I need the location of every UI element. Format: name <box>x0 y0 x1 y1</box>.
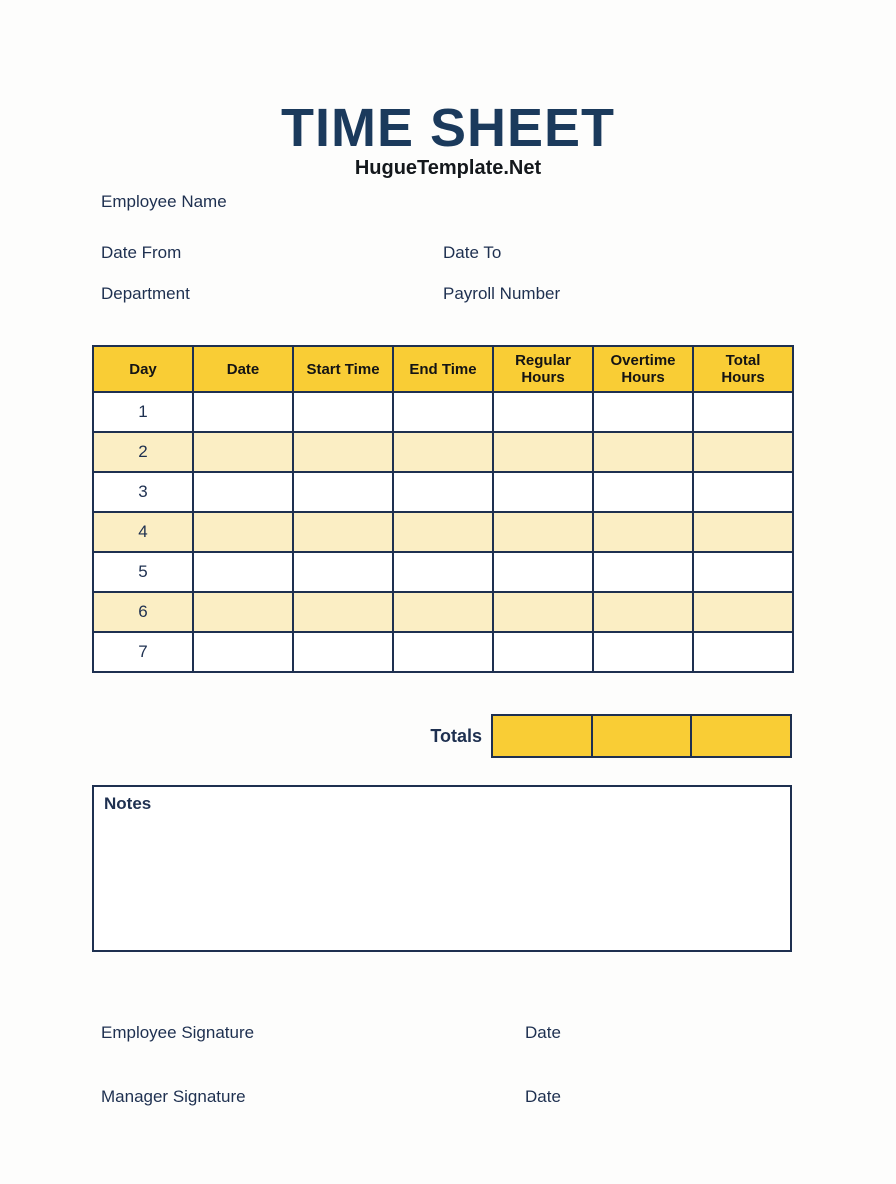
cell-start-time[interactable] <box>293 432 393 472</box>
date-from-label: Date From <box>101 243 182 262</box>
totals-overtime-hours[interactable] <box>591 714 693 758</box>
cell-start-time[interactable] <box>293 592 393 632</box>
cell-start-time[interactable] <box>293 632 393 672</box>
overtime-hours-line-2: Hours <box>621 369 665 386</box>
regular-hours-line-1: Regular <box>515 352 571 369</box>
cell-regular-hours[interactable] <box>493 592 593 632</box>
cell-date[interactable] <box>193 552 293 592</box>
table-row <box>93 432 793 472</box>
cell-regular-hours[interactable] <box>493 632 593 672</box>
cell-end-time[interactable] <box>393 432 493 472</box>
cell-end-time[interactable] <box>393 592 493 632</box>
cell-day: 4 <box>93 512 193 552</box>
total-hours-line-2: Hours <box>721 369 765 386</box>
table-header-row <box>93 346 793 392</box>
totals-total-hours[interactable] <box>690 714 792 758</box>
totals-label: Totals <box>430 726 482 746</box>
table-row <box>93 592 793 632</box>
manager-signature-label: Manager Signature <box>101 1087 246 1106</box>
total-hours-line-1: Total <box>725 352 761 369</box>
cell-total-hours[interactable] <box>693 432 793 472</box>
employee-signature-label: Employee Signature <box>101 1023 255 1042</box>
cell-regular-hours[interactable] <box>493 432 593 472</box>
manager-signature-date-label: Date <box>525 1087 561 1106</box>
cell-date[interactable] <box>193 432 293 472</box>
cell-date[interactable] <box>193 392 293 432</box>
cell-overtime-hours[interactable] <box>593 392 693 432</box>
table-row <box>93 632 793 672</box>
cell-total-hours[interactable] <box>693 552 793 592</box>
cell-start-time[interactable] <box>293 392 393 432</box>
cell-date[interactable] <box>193 512 293 552</box>
cell-date[interactable] <box>193 592 293 632</box>
cell-regular-hours[interactable] <box>493 512 593 552</box>
cell-date[interactable] <box>193 472 293 512</box>
employee-name-label: Employee Name <box>101 192 227 211</box>
column-header-end-time: End Time <box>393 346 493 392</box>
page-subtitle: HugueTemplate.Net <box>354 157 542 179</box>
employee-signature-date-label: Date <box>525 1023 561 1042</box>
cell-total-hours[interactable] <box>693 512 793 552</box>
column-header-regular-hours <box>493 346 593 392</box>
cell-total-hours[interactable] <box>693 392 793 432</box>
cell-overtime-hours[interactable] <box>593 432 693 472</box>
cell-date[interactable] <box>193 632 293 672</box>
cell-end-time[interactable] <box>393 552 493 592</box>
cell-total-hours[interactable] <box>693 472 793 512</box>
cell-overtime-hours[interactable] <box>593 512 693 552</box>
column-header-date: Date <box>193 346 293 392</box>
cell-start-time[interactable] <box>293 472 393 512</box>
column-header-day: Day <box>93 346 193 392</box>
totals-cells <box>491 714 792 758</box>
cell-day: 1 <box>93 392 193 432</box>
table-row <box>93 392 793 432</box>
cell-total-hours[interactable] <box>693 592 793 632</box>
cell-overtime-hours[interactable] <box>593 632 693 672</box>
regular-hours-line-2: Hours <box>521 369 565 386</box>
column-header-total-hours <box>693 346 793 392</box>
payroll-number-label: Payroll Number <box>443 284 561 303</box>
overtime-hours-line-1: Overtime <box>610 352 676 369</box>
cell-end-time[interactable] <box>393 632 493 672</box>
date-to-label: Date To <box>443 243 502 262</box>
cell-end-time[interactable] <box>393 392 493 432</box>
cell-day: 2 <box>93 432 193 472</box>
table-row <box>93 472 793 512</box>
page-title: TIME SHEET <box>280 98 616 158</box>
column-header-overtime-hours <box>593 346 693 392</box>
totals-regular-hours[interactable] <box>491 714 593 758</box>
table-row <box>93 512 793 552</box>
cell-overtime-hours[interactable] <box>593 472 693 512</box>
cell-day: 5 <box>93 552 193 592</box>
cell-day: 3 <box>93 472 193 512</box>
cell-start-time[interactable] <box>293 552 393 592</box>
cell-regular-hours[interactable] <box>493 472 593 512</box>
notes-box[interactable] <box>92 785 792 952</box>
column-header-start-time: Start Time <box>293 346 393 392</box>
table-row <box>93 552 793 592</box>
notes-label: Notes <box>104 794 152 813</box>
cell-overtime-hours[interactable] <box>593 552 693 592</box>
cell-day: 7 <box>93 632 193 672</box>
cell-start-time[interactable] <box>293 512 393 552</box>
cell-regular-hours[interactable] <box>493 552 593 592</box>
cell-overtime-hours[interactable] <box>593 592 693 632</box>
totals-row <box>92 714 792 758</box>
cell-end-time[interactable] <box>393 512 493 552</box>
cell-total-hours[interactable] <box>693 632 793 672</box>
cell-day: 6 <box>93 592 193 632</box>
cell-end-time[interactable] <box>393 472 493 512</box>
cell-regular-hours[interactable] <box>493 392 593 432</box>
department-label: Department <box>101 284 190 303</box>
timesheet-table <box>92 345 794 673</box>
